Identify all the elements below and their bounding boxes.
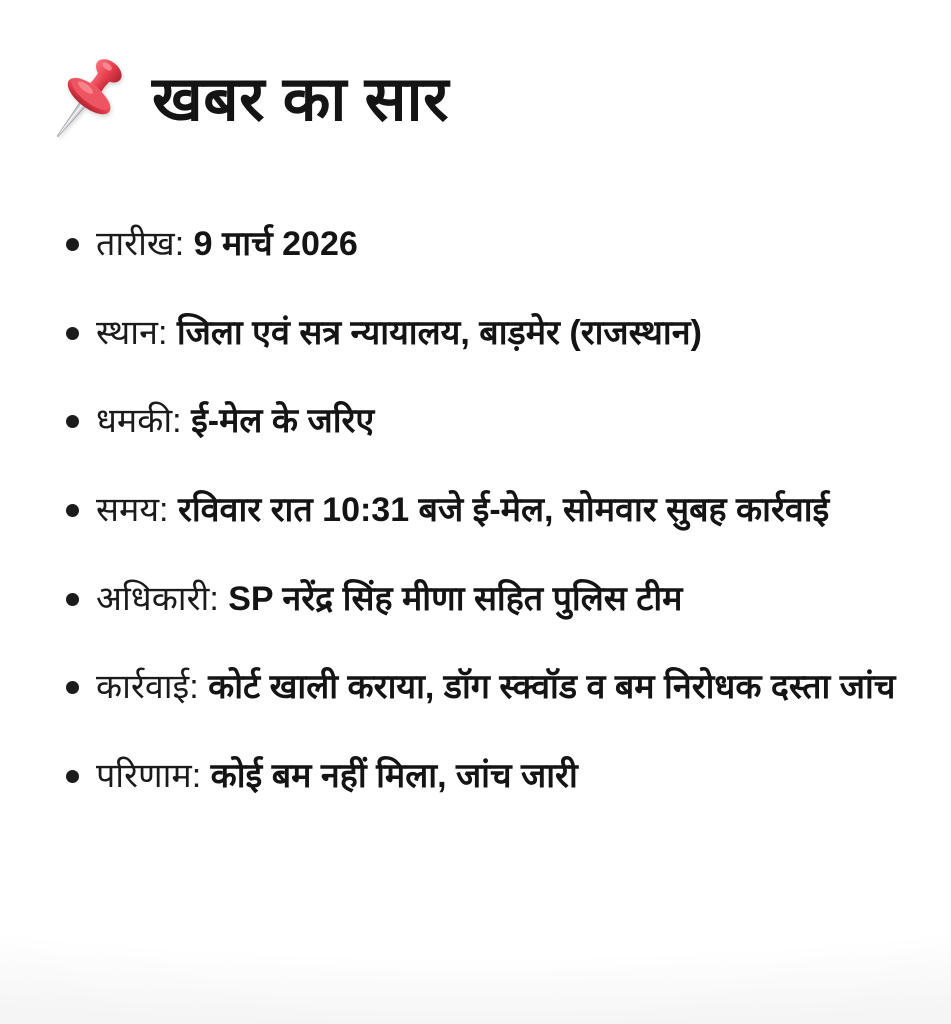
item-label: तारीख: xyxy=(96,225,194,263)
pushpin-icon xyxy=(36,50,136,150)
title-row xyxy=(36,50,911,150)
item-label: परिणाम: xyxy=(96,757,211,796)
page-title: खबर का सार xyxy=(152,64,449,134)
item-value: कोर्ट खाली कराया, डॉग स्क्वॉड व बम निरोधक दस्ता जांच xyxy=(208,668,896,707)
item-value: कोई बम नहीं मिला, जांच जारी xyxy=(210,757,578,796)
item-label: धमकी: xyxy=(96,402,192,441)
list-item xyxy=(66,573,911,626)
card-bottom-shade xyxy=(0,929,951,1024)
item-value: 9 मार्च 2026 xyxy=(193,225,358,263)
item-value: ई-मेल के जरिए xyxy=(191,402,375,441)
summary-list xyxy=(66,218,911,803)
list-item xyxy=(66,218,911,271)
list-item xyxy=(66,661,911,714)
item-label: स्थान: xyxy=(96,313,177,352)
item-label: कार्रवाई: xyxy=(96,668,209,707)
item-label: समय: xyxy=(96,491,178,530)
item-value: रविवार रात 10:31 बजे ई-मेल, सोमवार सुबह कार्रवाई xyxy=(177,491,830,530)
list-item xyxy=(66,395,911,448)
item-label: अधिकारी: xyxy=(96,579,229,618)
list-item xyxy=(66,307,911,360)
list-item xyxy=(66,750,911,803)
item-value: SP नरेंद्र सिंह मीणा सहित पुलिस टीम xyxy=(228,579,683,618)
list-item xyxy=(66,484,911,537)
item-value: जिला एवं सत्र न्यायालय, बाड़मेर (राजस्थान) xyxy=(176,313,702,352)
